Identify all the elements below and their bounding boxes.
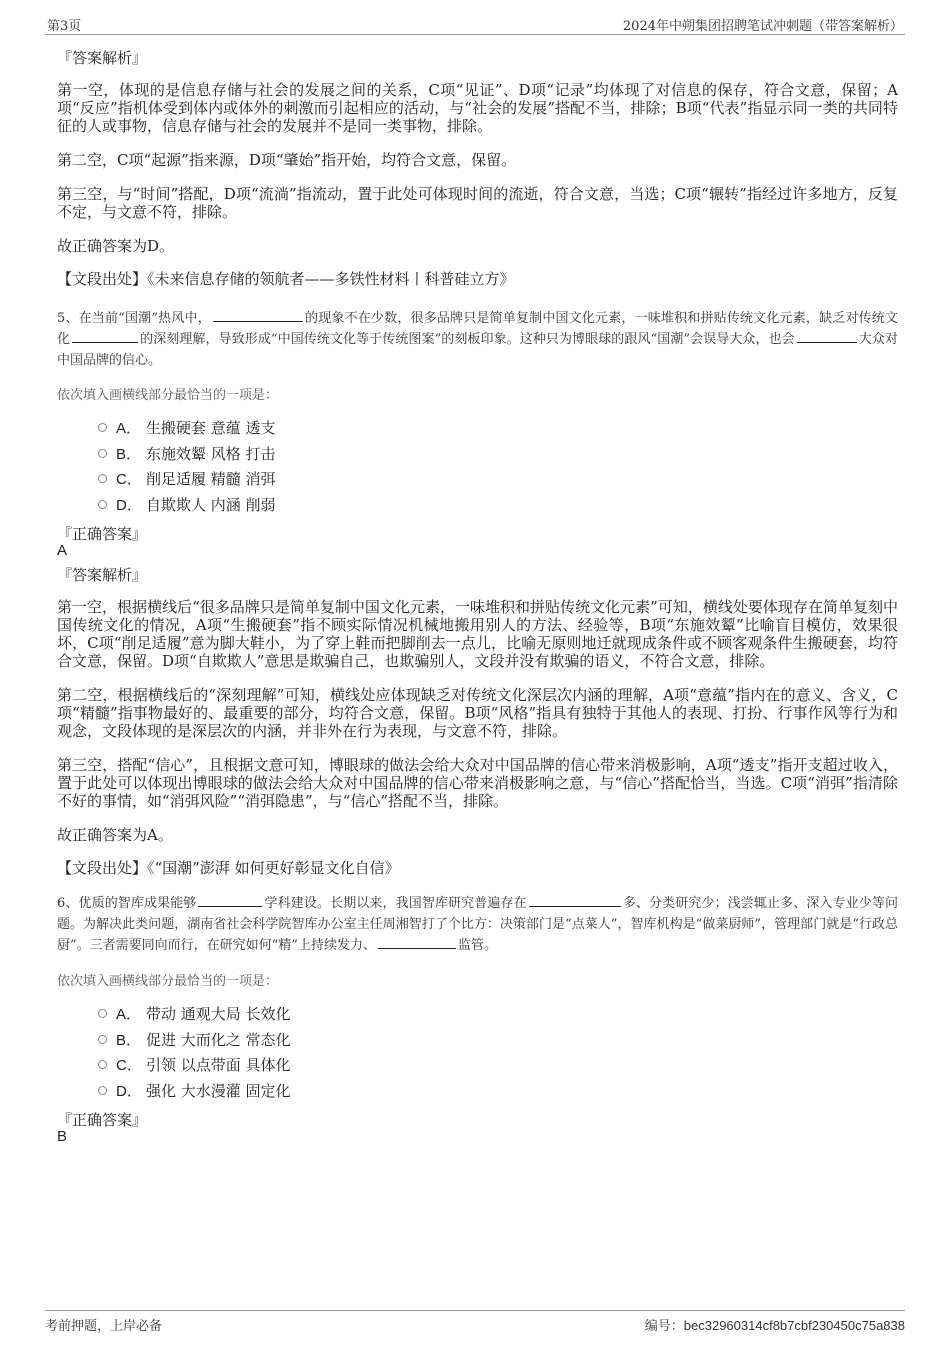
q4-analysis-label: 『答案解析』	[57, 49, 148, 67]
radio-icon[interactable]	[98, 474, 107, 483]
q6-blank-2	[529, 894, 621, 907]
page-header	[45, 12, 905, 35]
radio-icon[interactable]	[98, 1035, 107, 1044]
page-footer	[45, 1310, 905, 1333]
q4-analysis-p1: 第一空，体现的是信息存储与社会的发展之间的关系，C项“见证”、D项“记录”均体现了对信息的保存，符合文意，保留；A项“反应”指机体受到体内或体外的刺激而引起相应的活动，与“社会的发展”搭配不当，排除；B项“代表”指显示同一类的共同特征的人或事物，信息存储与社会的发展并不是同一类事物，排除。	[57, 81, 898, 135]
q6-text-a: 6、优质的智库成果能够	[57, 896, 197, 911]
q5-question	[57, 308, 898, 371]
q6-answer-label: 『正确答案』	[57, 1111, 148, 1129]
q5-text-c: 的深刻理解，导致形成“中国传统文化等于传统图案”的刻板印象。这种只为博眼球的跟风“国潮”会误导大众，也会	[140, 332, 795, 347]
radio-icon[interactable]	[98, 1060, 107, 1069]
q5-answer: A	[57, 542, 68, 559]
page-number: 第3页	[47, 19, 82, 34]
radio-icon[interactable]	[98, 500, 107, 509]
q4-analysis-p2: 第二空，C项“起源”指来源，D项“肇始”指开始，均符合文意，保留。	[57, 151, 517, 169]
q5-blank-2	[72, 330, 138, 343]
q5-analysis-p1: 第一空，根据横线后“很多品牌只是简单复制中国文化元素，一味堆积和拼贴传统文化元素”可知，横线处要体现存在简单复刻中国传统文化的情况，A项“生搬硬套”指不顾实际情况机械地搬用别人的方法、经验等，B项“东施效颦”比喻盲目模仿，效果很坏，C项“削足适履”意为脚大鞋小，为了穿上鞋而把脚削去一点儿，比喻无原则地迁就现成条件或不顾客观条件生搬硬套，均符合文意，保留。D项“自欺欺人”意思是欺骗自己，也欺骗别人，文段并没有欺骗的语义，不符合文意，排除。	[57, 598, 898, 670]
q6-prompt: 依次填入画横线部分最恰当的一项是：	[57, 974, 279, 989]
q5-text-a: 5、在当前“国潮”热风中，	[57, 311, 211, 326]
radio-icon[interactable]	[98, 1086, 107, 1095]
q6-option-c[interactable]: C． 引领 以点带面 具体化	[98, 1054, 291, 1074]
q5-option-a[interactable]: A． 生搬硬套 意蕴 透支	[98, 417, 276, 437]
q5-source: 【文段出处】《“国潮”澎湃 如何更好彰显文化自信》	[57, 859, 400, 877]
q5-option-b[interactable]: B． 东施效颦 风格 打击	[98, 443, 276, 463]
q5-text-b: 的现象不在少数，很多品牌只是简单复制中国文化元素，一味堆积和拼贴传统文化元素，缺乏对传统文化	[57, 311, 898, 347]
radio-icon[interactable]	[98, 423, 107, 432]
q5-text-d: 大众对中国品牌的信心。	[57, 332, 898, 368]
q4-source: 【文段出处】《未来信息存储的领航者——多铁性材料丨科普硅立方》	[57, 270, 515, 288]
q5-analysis-label: 『答案解析』	[57, 566, 148, 584]
q5-prompt: 依次填入画横线部分最恰当的一项是：	[57, 388, 279, 403]
q6-blank-1	[198, 894, 262, 907]
q6-text-b: 学科建设。长期以来，我国智库研究普遍存在	[264, 896, 527, 911]
q6-text-c: 多、分类研究少；浅尝辄止多、深入专业少等问题。为解决此类问题，湖南省社会科学院智库办公室主任周湘智打了个比方：决策部门是“点菜人”，智库机构是“做菜厨师”，管理部门就是“行政总厨”。三者需要同向而行，在研究如何“精”上持续发力、	[57, 896, 898, 953]
q6-option-d[interactable]: D． 强化 大水漫灌 固定化	[98, 1080, 291, 1100]
footer-slogan: 考前押题，上岸必备	[45, 1319, 163, 1334]
q4-analysis-p3: 第三空，与“时间”搭配，D项“流淌”指流动，置于此处可体现时间的流逝，符合文意，当选；C项“辗转”指经过许多地方，反复不定，与文意不符，排除。	[57, 185, 898, 221]
q5-analysis-p2: 第二空，根据横线后的“深刻理解”可知，横线处应体现缺乏对传统文化深层次内涵的理解，A项“意蕴”指内在的意义、含义，C项“精髓”指事物最好的、最重要的部分，均符合文意，保留。B项“风格”指具有独特于其他人的表现、打扮、行事作风等行为和观念，文段体现的是深层次的内涵，并非外在行为表现，与文意不符，排除。	[57, 686, 898, 740]
q6-answer: B	[57, 1128, 68, 1145]
q5-conclusion: 故正确答案为A。	[57, 826, 173, 844]
q6-blank-3	[378, 936, 456, 949]
q6-text-d: 监管。	[457, 938, 497, 953]
q6-option-a[interactable]: A． 带动 通观大局 长效化	[98, 1003, 291, 1023]
radio-icon[interactable]	[98, 449, 107, 458]
q5-blank-3	[797, 330, 857, 343]
q5-option-c[interactable]: C． 削足适履 精髓 消弭	[98, 468, 276, 488]
footer-serial: 编号：bec32960314cf8b7cbf230450c75a838	[644, 1318, 905, 1333]
q4-conclusion: 故正确答案为D。	[57, 237, 175, 255]
document-title: 2024年中朔集团招聘笔试冲刺题（带答案解析）	[622, 19, 903, 34]
q5-analysis-p3: 第三空，搭配“信心”，且根据文意可知，博眼球的做法会给大众对中国品牌的信心带来消极影响，A项“透支”指开支超过收入，置于此处可以体现出博眼球的做法会给大众对中国品牌的信心带来消极影响之意，与“信心”搭配恰当，当选。C项“消弭”指清除不好的事情，如“消弭风险”“消弭隐患”，与“信心”搭配不当，排除。	[57, 756, 898, 810]
q5-answer-label: 『正确答案』	[57, 525, 148, 543]
q6-option-b[interactable]: B． 促进 大而化之 常态化	[98, 1029, 291, 1049]
q5-option-d[interactable]: D． 自欺欺人 内涵 削弱	[98, 494, 276, 514]
q5-blank-1	[213, 309, 303, 322]
radio-icon[interactable]	[98, 1009, 107, 1018]
q6-question	[57, 893, 898, 956]
